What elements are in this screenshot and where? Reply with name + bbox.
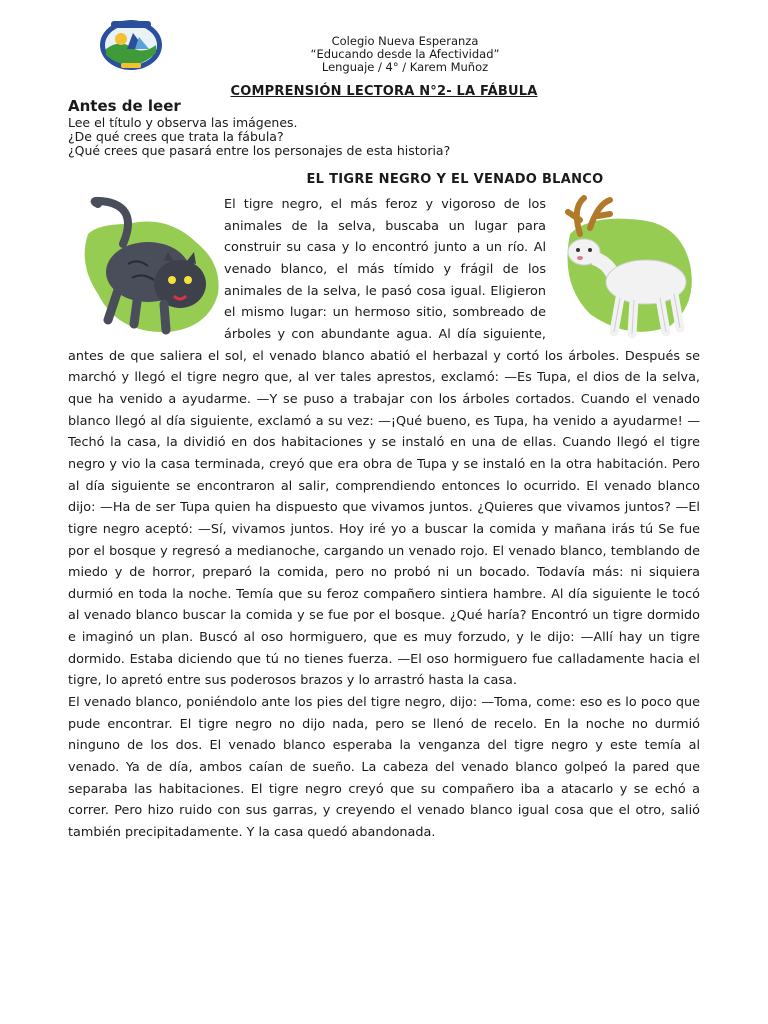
course-info: Lenguaje / 4° / Karem Muñoz [321,60,489,74]
school-motto: “Educando desde la Afectividad” [310,47,500,61]
story-title: EL TIGRE NEGRO Y EL VENADO BLANCO [306,172,604,187]
pre-reading-heading: Antes de leer [68,97,181,115]
pre-reading-questions [68,116,450,158]
school-logo [99,19,163,71]
white-deer-illustration [550,194,700,342]
worksheet-title: COMPRENSIÓN LECTORA N°2- LA FÁBULA [230,84,538,99]
school-header [230,35,580,74]
pre-reading-line: Lee el título y observa las imágenes. [68,115,298,130]
story-paragraph-1-text: El tigre negro, el más feroz y vigoroso de los animales de la selva, buscaba un lugar para construir su casa y lo encontró junto a un río. Al venado blanco, el más tímido y frágil de los animales de la selva, le pasó cosa igual. Eligieron el mismo lugar: un hermoso sitio, sombreado de árboles y con abundante agua. Al día siguiente, antes de que saliera el sol, el venado blanco abatió el herbazal y cortó los árboles. Después se marchó y llegó el tigre negro que, al ver tales aprestos, exclamó: —Es Tupa, el dios de la selva, que ha venido a ayudarme. —Y se puso a trabajar con los árboles cortados. Cuando el venado blanco llegó al día siguiente, exclamó a su vez: —¡Qué bueno, es Tupa, ha venido a ayudarme! —Techó la casa, la dividió en dos habitaciones y se instaló en una de ellas. Cuando llegó el tigre negro y vio la casa terminada, creyó que era obra de Tupa y se instaló en la otra habitación. Pero al día siguiente se encontraron al salir, comprendiendo entonces lo ocurrido. El venado blanco dijo: —Ha de ser Tupa quien ha dispuesto que vivamos juntos. ¿Quieres que vivamos juntos? —El tigre negro aceptó: —Sí, vivamos juntos. Hoy iré yo a buscar la comida y mañana irás tú Se fue por el bosque y regresó a medianoche, cargando un venado rojo. El venado blanco, temblando de miedo y de horror, preparó la comida, pero no probó ni un bocado. Todavía más: ni siquiera durmió en toda la noche. Temía que su feroz compañero sintiera hambre. Al día siguiente le tocó al venado blanco buscar la comida y se fue por el bosque. ¿Qué haría? Encontró un tigre dormido e imaginó un plan. Buscó al oso hormiguero, que es muy forzudo, y le dijo: —Allí hay un tigre dormido. Estaba diciendo que tú no tienes fuerza. —El oso hormiguero fue calladamente hacia el tigre, lo apretó entre sus poderosos brazos y lo arrastró hasta la casa. [68,197,700,689]
story-paragraph-2: El venado blanco, poniéndolo ante los pies del tigre negro, dijo: —Toma, come: eso es lo poco que pude encontrar. El tigre negro no dijo nada, pero se llenó de recelo. En la noche no durmió ninguno de los dos. El venado blanco esperaba la venganza del tigre negro y este temía al venado. Ya de día, ambos caían de sueño. La cabeza del venado blanco golpeó la pared que separaba las habitaciones. El tigre negro creyó que su compañero iba a atacarlo y se echó a correr. Pero hizo ruido con sus garras, y creyendo el venado blanco igual cosa que el otro, salió también precipitadamente. Y la casa quedó abandonada. [68,695,700,841]
pre-reading-line: ¿Qué crees que pasará entre los personajes de esta historia? [68,143,451,158]
pre-reading-line: ¿De qué crees que trata la fábula? [68,129,284,144]
black-tiger-illustration [68,194,224,342]
school-name: Colegio Nueva Esperanza [331,34,479,48]
story-body [68,194,700,844]
